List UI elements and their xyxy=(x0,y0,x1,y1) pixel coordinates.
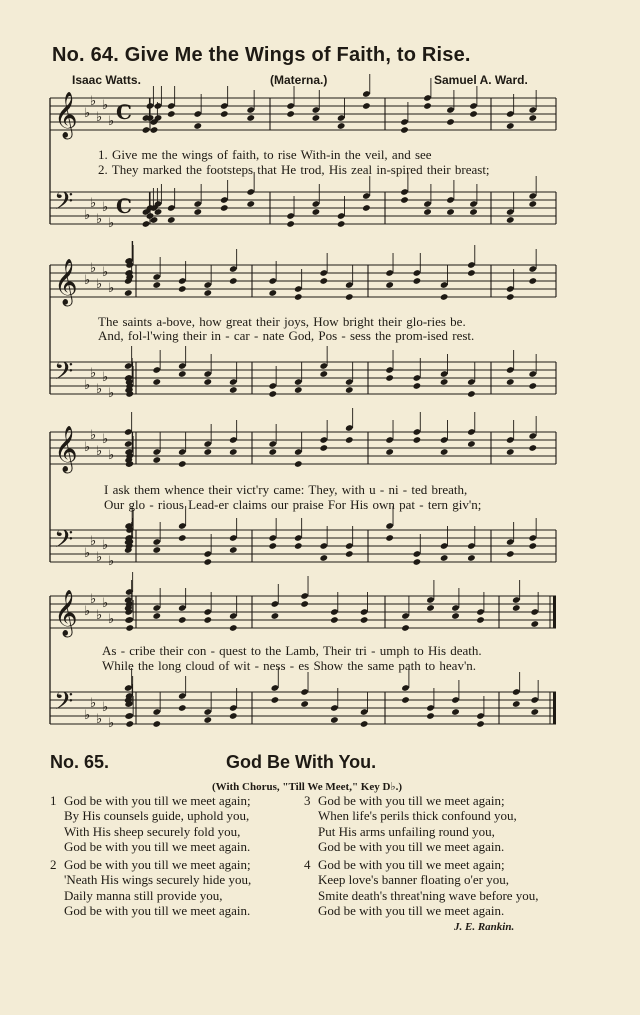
flat-icon: ♭ xyxy=(108,448,115,463)
note-head xyxy=(271,612,280,620)
note-head xyxy=(512,700,521,708)
lyric-system-4-line-1: As - cribe their con - quest to the Lamb, Their tri - umph to His death. xyxy=(102,643,482,658)
note-head xyxy=(345,293,354,301)
note-head xyxy=(401,624,410,632)
note-head xyxy=(530,708,539,716)
note-head xyxy=(286,220,295,228)
note-head xyxy=(193,208,202,216)
hymn-65-number: No. 65. xyxy=(50,752,110,772)
treble-clef-icon: 𝄞 xyxy=(54,92,78,138)
flat-icon: ♭ xyxy=(102,98,109,113)
note-head xyxy=(467,269,476,277)
note-head xyxy=(345,386,354,394)
note-head xyxy=(152,720,161,728)
note-head xyxy=(506,216,515,224)
note-head xyxy=(330,616,339,624)
verse-4: 4 God be with you till we meet again; Keep love's banner floating o'er you, Smite death's threat'ning wave before you, God be with you till we meet again. xyxy=(304,857,539,918)
common-time-icon: C xyxy=(116,100,132,124)
note-head xyxy=(229,448,238,456)
treble-clef-icon: 𝄞 xyxy=(54,259,78,305)
flat-icon: ♭ xyxy=(84,546,91,561)
note-head xyxy=(124,440,133,448)
note-head xyxy=(268,390,277,398)
flat-icon: ♭ xyxy=(96,110,103,125)
flat-icon: ♭ xyxy=(96,712,103,727)
hymn-65-chorus-note: (With Chorus, "Till We Meet," Key D♭.) xyxy=(212,781,403,793)
flat-icon: ♭ xyxy=(90,696,97,711)
note-head xyxy=(360,616,369,624)
note-head xyxy=(152,546,161,554)
flat-icon: ♭ xyxy=(84,208,91,223)
flat-icon: ♭ xyxy=(84,378,91,393)
note-head xyxy=(506,122,515,130)
note-head xyxy=(286,110,295,118)
lyric-system-3-line-1: I ask them whence their vict'ry came: They, with u - ni - ted breath, xyxy=(104,482,468,497)
note-head xyxy=(294,293,303,301)
note-head xyxy=(385,448,394,456)
note-head xyxy=(246,200,255,208)
note-head xyxy=(476,616,485,624)
note-head xyxy=(167,110,176,118)
note-head xyxy=(440,293,449,301)
flat-icon: ♭ xyxy=(84,708,91,723)
lyric-system-4-line-2: While the long cloud of wit - ness - es Show the same path to heav'n. xyxy=(102,658,477,673)
verse-3: 3 God be with you till we meet again; When life's perils thick confound you, Put His arms unfailing round you, God be with you till we meet again. xyxy=(304,793,517,854)
note-head xyxy=(467,440,476,448)
note-head xyxy=(400,126,409,134)
note-head xyxy=(193,122,202,130)
lyric-system-1-line-1: 1. Give me the wings of faith, to rise With-in the veil, and see xyxy=(98,147,432,162)
note-head xyxy=(506,550,515,558)
bass-clef-icon: 𝄢 xyxy=(54,357,74,392)
note-head xyxy=(229,277,238,285)
lyric-system-2-line-1: The saints a-bove, how great their joys, How bright their glo-ries be. xyxy=(98,314,466,329)
hymn-64-composer: Samuel A. Ward. xyxy=(434,73,528,87)
flat-icon: ♭ xyxy=(108,386,115,401)
flat-icon: ♭ xyxy=(102,538,109,553)
note-head xyxy=(220,204,229,212)
note-head xyxy=(271,696,280,704)
note-head xyxy=(385,374,394,382)
note-head xyxy=(440,554,449,562)
flat-icon: ♭ xyxy=(90,94,97,109)
lyric-system-1-line-2: 2. They marked the footsteps that He trod, His zeal in-spired their breast; xyxy=(98,162,490,177)
flat-icon: ♭ xyxy=(84,106,91,121)
note-head xyxy=(167,216,176,224)
note-head xyxy=(413,436,422,444)
flat-icon: ♭ xyxy=(96,212,103,227)
flat-icon: ♭ xyxy=(108,114,115,129)
note-head xyxy=(125,720,134,728)
note-head xyxy=(294,542,303,550)
note-head xyxy=(300,700,309,708)
hymn-65-author: J. E. Rankin. xyxy=(454,921,515,933)
note-head xyxy=(178,534,187,542)
flat-icon: ♭ xyxy=(108,216,115,231)
note-head xyxy=(345,550,354,558)
verse-number: 2 xyxy=(50,857,57,872)
note-head xyxy=(294,460,303,468)
note-head xyxy=(229,546,238,554)
flat-icon: ♭ xyxy=(90,428,97,443)
note-head xyxy=(426,712,435,720)
note-head xyxy=(268,542,277,550)
verse-1: 1 God be with you till we meet again; By His counsels guide, uphold you, With His sheep securely fold you, God be with you till we meet again. xyxy=(50,793,251,854)
treble-clef-icon: 𝄞 xyxy=(54,590,78,636)
flat-icon: ♭ xyxy=(96,608,103,623)
note-head xyxy=(300,600,309,608)
note-head xyxy=(178,704,187,712)
note-head xyxy=(467,554,476,562)
note-head xyxy=(528,444,537,452)
verse-number: 4 xyxy=(304,857,311,872)
verse-number: 3 xyxy=(304,793,311,808)
flat-icon: ♭ xyxy=(90,534,97,549)
note-head xyxy=(229,712,238,720)
note-head xyxy=(401,696,410,704)
flat-icon: ♭ xyxy=(96,382,103,397)
note-head xyxy=(451,612,460,620)
note-head xyxy=(203,378,212,386)
flat-icon: ♭ xyxy=(90,261,97,276)
note-head xyxy=(178,285,187,293)
note-head xyxy=(423,102,432,110)
flat-icon: ♭ xyxy=(102,700,109,715)
note-head xyxy=(413,558,422,566)
note-head xyxy=(506,293,515,301)
note-head xyxy=(142,126,151,134)
note-head xyxy=(506,378,515,386)
note-head xyxy=(469,208,478,216)
note-head xyxy=(426,604,435,612)
note-head xyxy=(476,720,485,728)
bass-clef-icon: 𝄢 xyxy=(54,687,74,722)
bass-clef-icon: 𝄢 xyxy=(54,187,74,222)
note-head xyxy=(312,208,321,216)
note-head xyxy=(312,114,321,122)
note-head xyxy=(294,386,303,394)
note-head xyxy=(203,558,212,566)
note-head xyxy=(360,720,369,728)
note-head xyxy=(319,370,328,378)
flat-icon: ♭ xyxy=(96,277,103,292)
note-head xyxy=(528,277,537,285)
note-head xyxy=(345,436,354,444)
note-head xyxy=(319,444,328,452)
verse-2: 2 God be with you till we meet again; 'Neath His wings securely hide you, Daily manna still provide you, God be with you till we meet again. xyxy=(50,857,252,918)
note-head xyxy=(220,110,229,118)
note-head xyxy=(467,390,476,398)
note-head xyxy=(152,281,161,289)
note-head xyxy=(178,370,187,378)
flat-icon: ♭ xyxy=(108,716,115,731)
common-time-icon: C xyxy=(116,194,132,218)
note-head xyxy=(178,616,187,624)
note-head xyxy=(385,281,394,289)
flat-icon: ♭ xyxy=(108,281,115,296)
flat-icon: ♭ xyxy=(96,550,103,565)
note-head xyxy=(506,448,515,456)
note-head xyxy=(229,386,238,394)
note-head xyxy=(446,208,455,216)
hymn-64-tune-name: (Materna.) xyxy=(270,73,328,87)
note-head xyxy=(330,716,339,724)
note-head xyxy=(203,448,212,456)
note-head xyxy=(246,114,255,122)
flat-icon: ♭ xyxy=(90,592,97,607)
note-head xyxy=(400,196,409,204)
note-head xyxy=(152,378,161,386)
note-head xyxy=(528,114,537,122)
treble-clef-icon: 𝄞 xyxy=(54,426,78,472)
note-head xyxy=(319,277,328,285)
hymn-65-title: God Be With You. xyxy=(226,752,377,772)
lyric-system-2-line-2: And, fol-l'wing their in - car - nate God, Pos - sess the prom-ised rest. xyxy=(98,328,475,343)
flat-icon: ♭ xyxy=(84,440,91,455)
note-head xyxy=(150,126,159,134)
flat-icon: ♭ xyxy=(102,265,109,280)
note-head xyxy=(203,716,212,724)
note-head xyxy=(125,624,134,632)
note-head xyxy=(203,616,212,624)
note-head xyxy=(362,204,371,212)
note-head xyxy=(530,620,539,628)
note-head xyxy=(142,220,151,228)
flat-icon: ♭ xyxy=(84,604,91,619)
note-head xyxy=(152,456,161,464)
bass-clef-icon: 𝄢 xyxy=(54,525,74,560)
hymn-64-author: Isaac Watts. xyxy=(72,73,141,87)
note-head xyxy=(152,612,161,620)
note-head xyxy=(362,102,371,110)
flat-icon: ♭ xyxy=(102,370,109,385)
flat-icon: ♭ xyxy=(84,273,91,288)
final-bar-line xyxy=(553,692,556,724)
flat-icon: ♭ xyxy=(102,200,109,215)
note-head xyxy=(440,378,449,386)
note-head xyxy=(203,289,212,297)
note-head xyxy=(512,604,521,612)
note-head xyxy=(337,220,346,228)
note-head xyxy=(413,277,422,285)
final-bar-line xyxy=(553,596,556,628)
flat-icon: ♭ xyxy=(108,554,115,569)
flat-icon: ♭ xyxy=(102,596,109,611)
note-head xyxy=(528,382,537,390)
note-head xyxy=(268,289,277,297)
hymn-64-title: No. 64. Give Me the Wings of Faith, to Rise. xyxy=(52,44,471,66)
note-head xyxy=(413,382,422,390)
note-head xyxy=(268,448,277,456)
note-head xyxy=(178,460,187,468)
note-head xyxy=(528,542,537,550)
flat-icon: ♭ xyxy=(90,366,97,381)
note-head xyxy=(469,110,478,118)
note-head xyxy=(337,122,346,130)
note-head xyxy=(385,534,394,542)
verse-number: 1 xyxy=(50,793,57,808)
flat-icon: ♭ xyxy=(90,196,97,211)
note-head xyxy=(124,289,133,297)
flat-icon: ♭ xyxy=(102,432,109,447)
note-head xyxy=(440,448,449,456)
lyric-system-3-line-2: Our glo - rious Lead-er claims our praise For His own pat - tern giv'n; xyxy=(104,497,482,512)
note-head xyxy=(229,624,238,632)
note-head xyxy=(423,208,432,216)
flat-icon: ♭ xyxy=(96,444,103,459)
note-head xyxy=(446,118,455,126)
note-head xyxy=(528,200,537,208)
flat-icon: ♭ xyxy=(108,612,115,627)
note-head xyxy=(451,708,460,716)
note-head xyxy=(319,554,328,562)
